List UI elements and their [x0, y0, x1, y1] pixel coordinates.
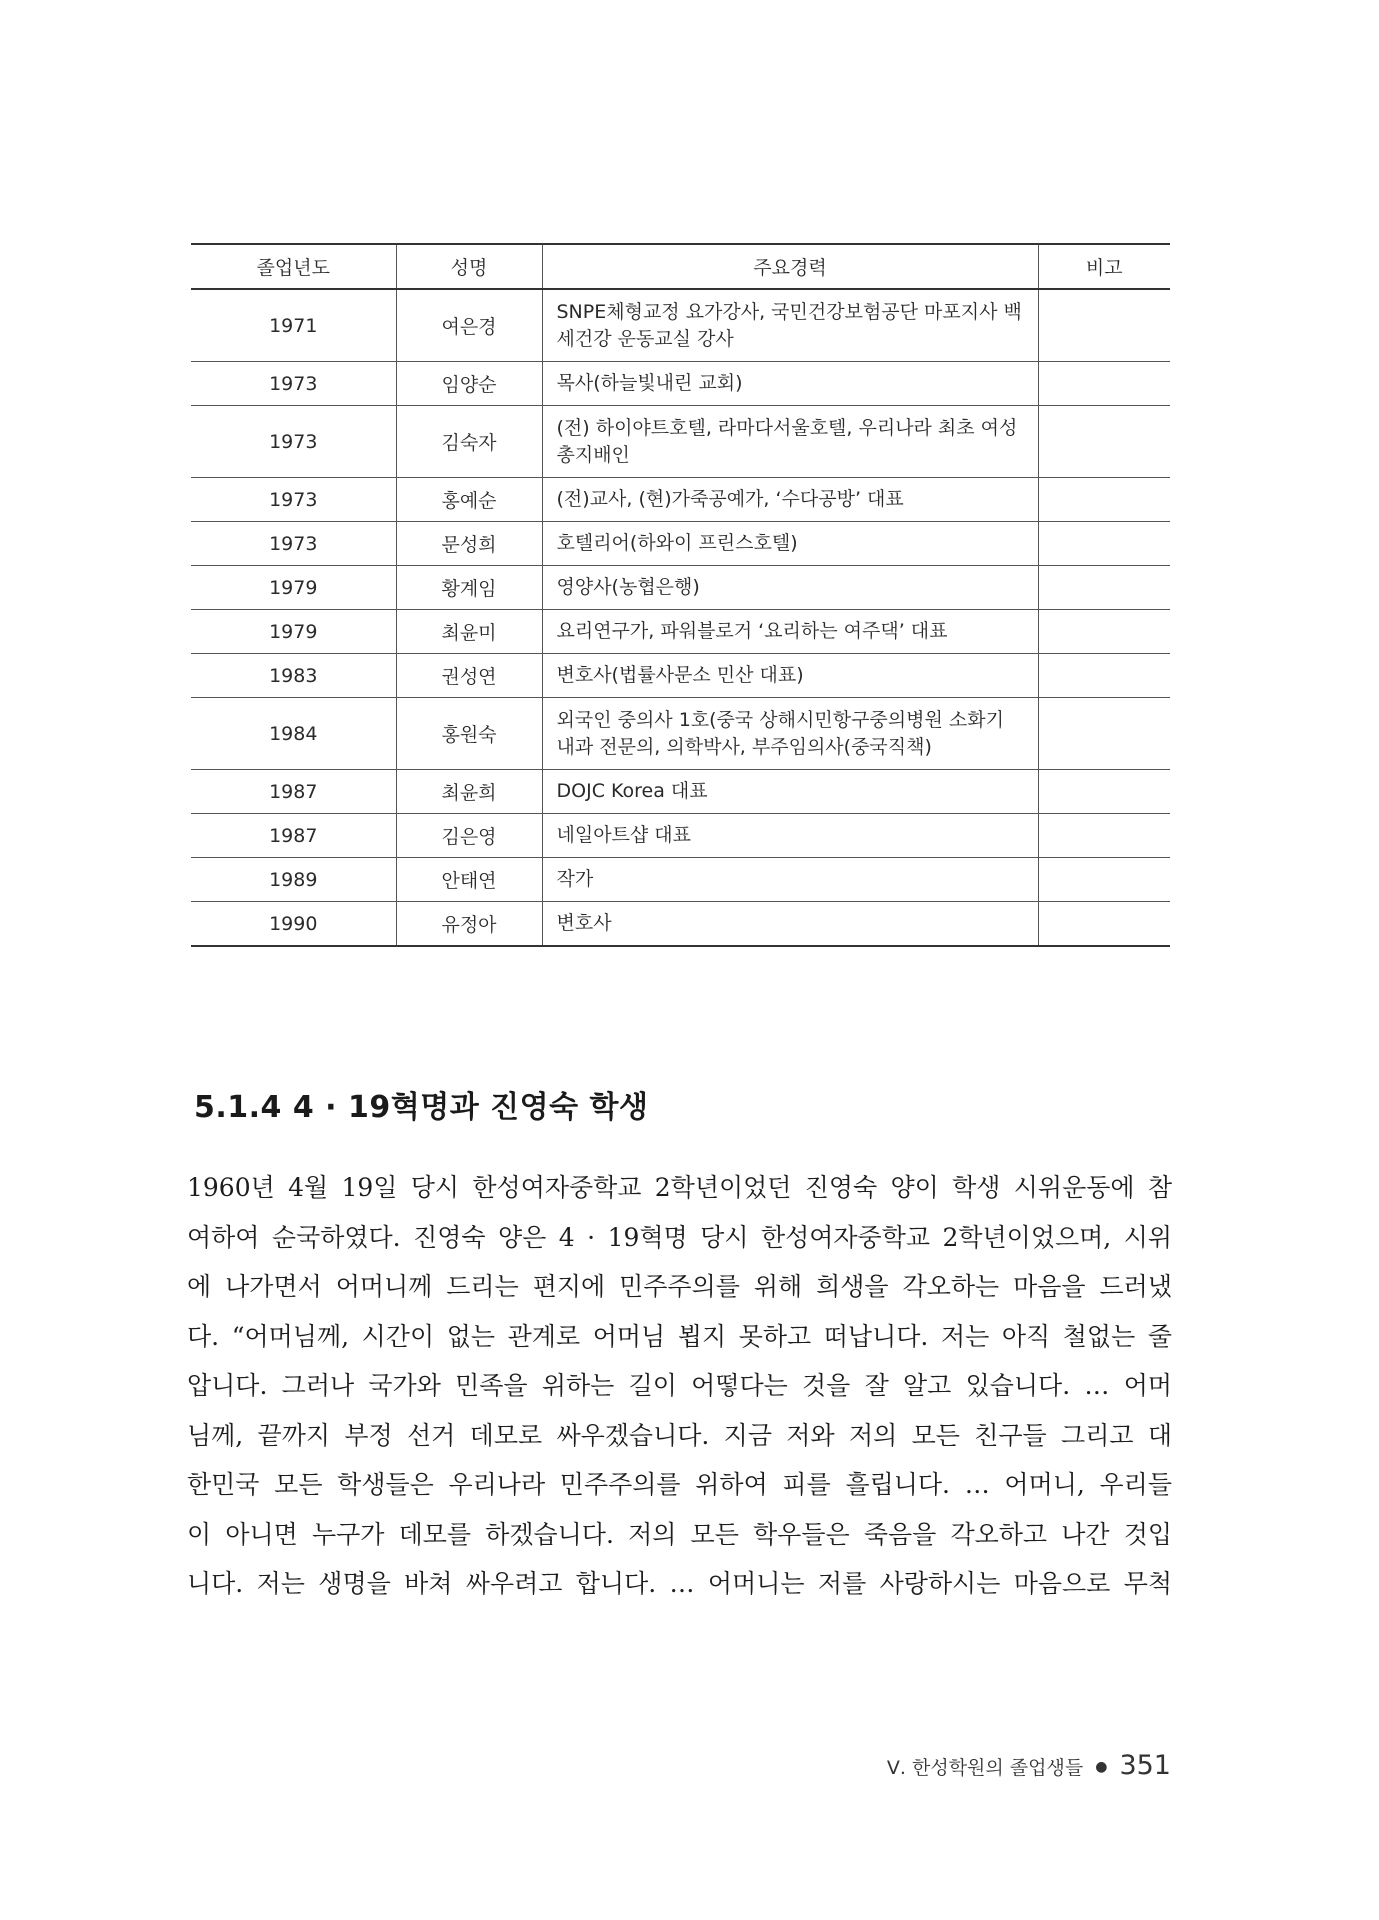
section-heading: 5.1.4 4 · 19혁명과 진영숙 학생: [194, 1090, 649, 1125]
page-footer: [887, 1750, 1171, 1781]
table-row: [191, 289, 1170, 362]
table-header-row: [191, 244, 1170, 289]
year-cell: 1979: [191, 566, 396, 610]
name-cell: 유정아: [396, 902, 542, 947]
table-row: [191, 858, 1170, 902]
paragraph-line: 니다. 저는 생명을 바쳐 싸우려고 합니다. … 어머니는 저를 사랑하시는 마음으로 무척: [187, 1569, 1172, 1598]
header-note: 비고: [1038, 244, 1170, 289]
name-cell: 최윤미: [396, 610, 542, 654]
paragraph-line: 여하여 순국하였다. 진영숙 양은 4 · 19혁명 당시 한성여자중학교 2학년이었으며, 시위: [187, 1222, 1172, 1252]
table-row: [191, 478, 1170, 522]
career-cell: 작가: [542, 858, 1038, 902]
name-cell: 임양순: [396, 362, 542, 406]
body-paragraph: [187, 1163, 1172, 1609]
name-cell: 여은경: [396, 289, 542, 362]
header-name: 성명: [396, 244, 542, 289]
table-row: [191, 566, 1170, 610]
career-cell: 네일아트샵 대표: [542, 814, 1038, 858]
name-cell: 최윤희: [396, 770, 542, 814]
year-cell: 1983: [191, 654, 396, 698]
note-cell: [1038, 902, 1170, 947]
table-row: [191, 814, 1170, 858]
name-cell: 문성희: [396, 522, 542, 566]
name-cell: 홍예순: [396, 478, 542, 522]
career-cell: SNPE체형교정 요가강사, 국민건강보험공단 마포지사 백세건강 운동교실 강사: [542, 289, 1038, 362]
career-cell: 변호사(법률사문소 민산 대표): [542, 654, 1038, 698]
career-cell: (전)교사, (현)가죽공예가, ‘수다공방’ 대표: [542, 478, 1038, 522]
name-cell: 김숙자: [396, 406, 542, 478]
header-career: 주요경력: [542, 244, 1038, 289]
career-cell: DOJC Korea 대표: [542, 770, 1038, 814]
note-cell: [1038, 478, 1170, 522]
bullet-icon: ●: [1095, 1759, 1108, 1775]
career-cell: 영양사(농협은행): [542, 566, 1038, 610]
paragraph-line: 님께, 끝까지 부정 선거 데모로 싸우겠습니다. 지금 저와 저의 모든 친구들 그리고 대: [187, 1420, 1172, 1450]
note-cell: [1038, 362, 1170, 406]
career-cell: (전) 하이야트호텔, 라마다서울호텔, 우리나라 최초 여성 총지배인: [542, 406, 1038, 478]
table-row: [191, 902, 1170, 947]
paragraph-line: 한민국 모든 학생들은 우리나라 민주주의를 위하여 피를 흘립니다. … 어머니, 우리들: [187, 1470, 1172, 1499]
paragraph-line: 압니다. 그러나 국가와 민족을 위하는 길이 어떻다는 것을 잘 알고 있습니다. … 어머: [187, 1371, 1172, 1400]
year-cell: 1979: [191, 610, 396, 654]
table-row: [191, 698, 1170, 770]
career-cell: 요리연구가, 파워블로거 ‘요리하는 여주댁’ 대표: [542, 610, 1038, 654]
year-cell: 1990: [191, 902, 396, 947]
page-number: 351: [1119, 1750, 1171, 1781]
career-cell: 외국인 중의사 1호(중국 상해시민항구중의병원 소화기 내과 전문의, 의학박사, 부주임의사(중국직책): [542, 698, 1038, 770]
table-row: [191, 362, 1170, 406]
year-cell: 1973: [191, 522, 396, 566]
year-cell: 1984: [191, 698, 396, 770]
note-cell: [1038, 698, 1170, 770]
year-cell: 1971: [191, 289, 396, 362]
note-cell: [1038, 406, 1170, 478]
paragraph-line: 에 나가면서 어머니께 드리는 편지에 민주주의를 위해 희생을 각오하는 마음을 드러냈: [187, 1272, 1172, 1301]
table-row: [191, 610, 1170, 654]
year-cell: 1989: [191, 858, 396, 902]
note-cell: [1038, 814, 1170, 858]
career-cell: 호텔리어(하와이 프린스호텔): [542, 522, 1038, 566]
table-row: [191, 770, 1170, 814]
year-cell: 1973: [191, 406, 396, 478]
paragraph-line: 이 아니면 누구가 데모를 하겠습니다. 저의 모든 학우들은 죽음을 각오하고 나간 것입: [187, 1519, 1172, 1549]
year-cell: 1987: [191, 814, 396, 858]
table-row: [191, 406, 1170, 478]
chapter-title: Ⅴ. 한성학원의 졸업생들: [886, 1757, 1084, 1779]
note-cell: [1038, 654, 1170, 698]
note-cell: [1038, 289, 1170, 362]
table-row: [191, 522, 1170, 566]
note-cell: [1038, 610, 1170, 654]
note-cell: [1038, 770, 1170, 814]
name-cell: 권성연: [396, 654, 542, 698]
year-cell: 1973: [191, 478, 396, 522]
name-cell: 홍원숙: [396, 698, 542, 770]
paragraph-line: 1960년 4월 19일 당시 한성여자중학교 2학년이었던 진영숙 양이 학생 시위운동에 참: [187, 1173, 1172, 1202]
career-cell: 목사(하늘빛내린 교회): [542, 362, 1038, 406]
career-cell: 변호사: [542, 902, 1038, 947]
header-year: 졸업년도: [191, 244, 396, 289]
year-cell: 1987: [191, 770, 396, 814]
year-cell: 1973: [191, 362, 396, 406]
name-cell: 황계임: [396, 566, 542, 610]
paragraph-line: 다. “어머님께, 시간이 없는 관계로 어머님 뵙지 못하고 떠납니다. 저는 아직 철없는 줄: [187, 1321, 1172, 1351]
name-cell: 안태연: [396, 858, 542, 902]
name-cell: 김은영: [396, 814, 542, 858]
note-cell: [1038, 566, 1170, 610]
table-row: [191, 654, 1170, 698]
note-cell: [1038, 522, 1170, 566]
note-cell: [1038, 858, 1170, 902]
graduates-table: [191, 243, 1170, 947]
